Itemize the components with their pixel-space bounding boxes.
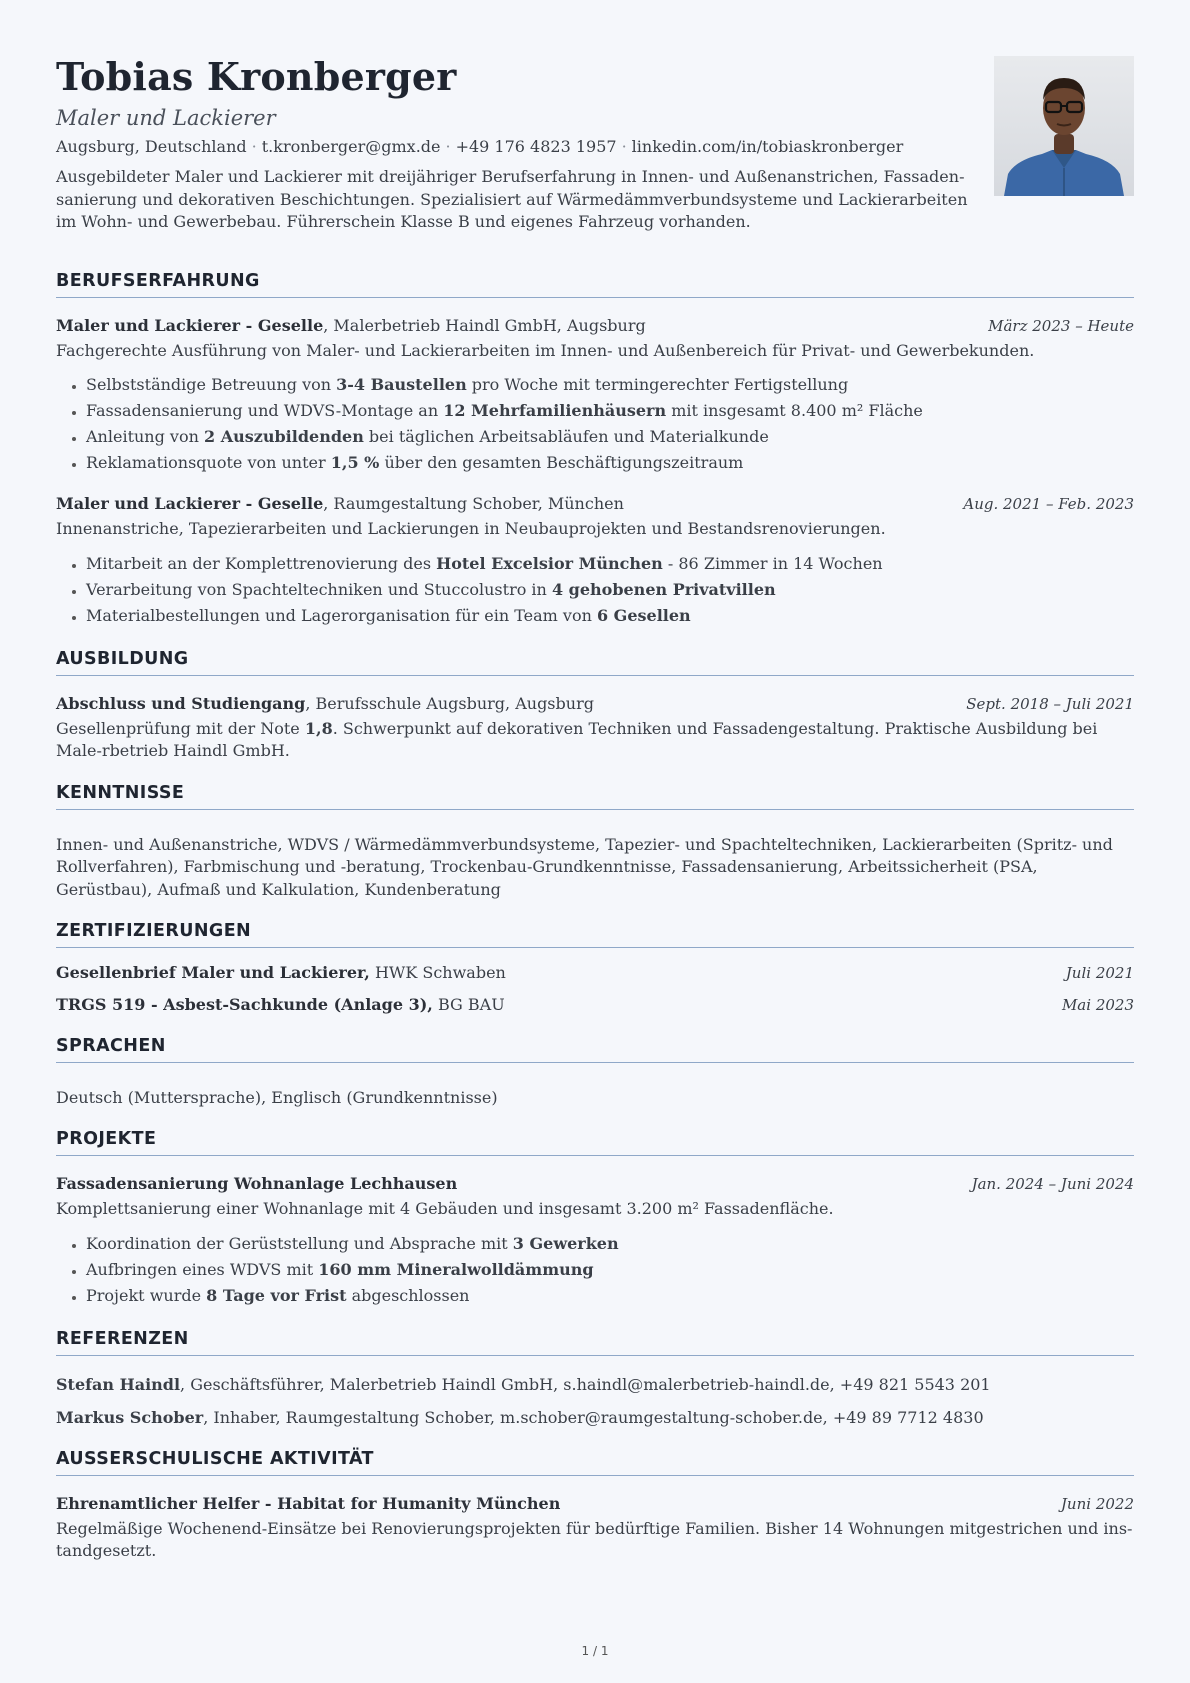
list-item: • Reklamationsquote von unter 1,5 % über den gesamten Beschäftigungszeitraum [86, 450, 1134, 476]
education-heading: Abschluss und Studiengang, Berufsschule Augsburg, Augsburg [56, 693, 594, 713]
project-description: Komplettsanierung einer Wohnanlage mit 4 Gebäuden und insgesamt 3.200 m² Fassadenfläche. [56, 1199, 834, 1218]
contact-line: Augsburg, Deutschland · t.kronberger@gmx.de · +49 176 4823 1957 · linkedin.com/in/tobiaskronberger [56, 137, 904, 156]
job-entry-1 [56, 315, 1134, 477]
candidate-name: Tobias Kronberger [56, 54, 457, 99]
education-entry [56, 693, 1134, 763]
profile-photo [994, 56, 1134, 196]
job-title: Maler und Lackierer [56, 106, 276, 130]
education-degree: Abschluss und Studiengang [56, 693, 306, 713]
job-company: Malerbetrieb Haindl GmbH, Augsburg [333, 315, 646, 335]
reference-details: , Inhaber, Raumgestaltung Schober, m.schober@raumgestaltung-schober.de, +49 89 7712 4830 [203, 1407, 984, 1427]
section-title-projects: PROJEKTE [56, 1129, 1134, 1156]
profile-summary: Ausgebildeter Maler und Lackierer mit dreijähriger Berufserfahrung in Innen- und Außenanstrichen, Fassaden-sanierung und dekorativen Beschichtungen. Spezialisiert auf Wärmedämmverbundsysteme und Lackierarbeiten im Wohn- und Gewerbebau. Führerschein Klasse B und eigenes Fahrzeug vorhanden. [56, 167, 968, 231]
job-date: Aug. 2021 – Feb. 2023 [963, 495, 1134, 513]
project-bullets [56, 1231, 1134, 1309]
list-item: • Selbstständige Betreuung von 3-4 Baustellen pro Woche mit termingerechter Fertigstellung [86, 372, 1134, 398]
section-projects [56, 1129, 1134, 1309]
section-title-activities: AUSSERSCHULISCHE AKTIVITÄT [56, 1449, 1134, 1476]
section-title-education: AUSBILDUNG [56, 649, 1134, 676]
section-experience [56, 271, 1134, 629]
project-entry [56, 1173, 1134, 1309]
certification-name: TRGS 519 - Asbest-Sachkunde (Anlage 3), [56, 995, 433, 1014]
list-item: • Mitarbeit an der Komplettrenovierung des Hotel Excelsior München - 86 Zimmer in 14 Wochen [86, 551, 1134, 577]
certification-item [56, 994, 1134, 1016]
list-item: • Anleitung von 2 Auszubildenden bei täglichen Arbeitsabläufen und Materialkunde [86, 424, 1134, 450]
contact-location: Augsburg, Deutschland [56, 137, 247, 156]
list-item: • Verarbeitung von Spachteltechniken und Stuccolustro in 4 gehobenen Privatvillen [86, 577, 1134, 603]
job-bullets [56, 551, 1134, 629]
job-role: Maler und Lackierer - Geselle [56, 315, 324, 335]
list-item: • Fassadensanierung und WDVS-Montage an 12 Mehrfamilienhäusern mit insgesamt 8.400 m² Fläche [86, 398, 1134, 424]
job-heading: Maler und Lackierer - Geselle, Malerbetrieb Haindl GmbH, Augsburg [56, 315, 646, 335]
section-title-languages: SPRACHEN [56, 1036, 1134, 1063]
job-role: Maler und Lackierer - Geselle [56, 494, 324, 513]
page-number: 1 / 1 [581, 1644, 609, 1658]
education-date: Sept. 2018 – Juli 2021 [966, 694, 1134, 713]
job-date: März 2023 – Heute [988, 316, 1134, 335]
section-title-skills: KENNTNISSE [56, 783, 1134, 810]
section-skills [56, 783, 1134, 902]
certification-issuer: BG BAU [437, 995, 505, 1014]
list-item: • Aufbringen eines WDVS mit 160 mm Mineralwolldämmung [86, 1257, 1134, 1283]
list-item: • Materialbestellungen und Lagerorganisation für ein Team von 6 Gesellen [86, 603, 1134, 629]
contact-email[interactable]: t.kronberger@gmx.de [261, 137, 441, 156]
resume-header [56, 0, 1134, 234]
section-education [56, 649, 1134, 763]
section-title-experience: BERUFSERFAHRUNG [56, 271, 1134, 298]
project-name: Fassadensanierung Wohnanlage Lechhausen [56, 1174, 458, 1193]
skills-text: Innen- und Außenanstriche, WDVS / Wärmedämmverbundsysteme, Tapezier- und Spachteltechniken, Lackierarbeiten (Spritz- und Rollverfahren), Farbmischung und -beratung, Trockenbau-Grundkenntnisse, Fassadensanierung, Arbeitssicherheit (PSA, Gerüstbau), Aufmaß und Kalkulation, Kundenberatung [56, 834, 1113, 899]
certification-name: Gesellenbrief Maler und Lackierer, [56, 963, 370, 982]
activity-role: Ehrenamtlicher Helfer - Habitat for Humanity München [56, 1493, 561, 1513]
project-date: Jan. 2024 – Juni 2024 [971, 1175, 1134, 1193]
section-references [56, 1329, 1134, 1429]
reference-details: , Geschäftsführer, Malerbetrieb Haindl GmbH, s.haindl@malerbetrieb-haindl.de, +49 821 5543 201 [180, 1374, 991, 1394]
languages-text: Deutsch (Muttersprache), Englisch (Grundkenntnisse) [56, 1088, 498, 1107]
certification-date: Juli 2021 [1065, 964, 1134, 982]
education-description: Gesellenprüfung mit der Note 1,8. Schwerpunkt auf dekorativen Techniken und Fassadengestaltung. Praktische Ausbildung bei Male-rbetrieb Haindl GmbH. [56, 718, 1098, 760]
list-item: • Koordination der Gerüststellung und Absprache mit 3 Gewerken [86, 1231, 1134, 1257]
certification-issuer: HWK Schwaben [374, 963, 506, 982]
reference-name: Stefan Haindl [56, 1374, 181, 1394]
activity-description: Regelmäßige Wochenend-Einsätze bei Renovierungsprojekten für bedürftige Familien. Bisher 14 Wohnungen mitgestrichen und ins-tandgesetzt. [56, 1518, 1133, 1560]
section-title-certifications: ZERTIFIZIERUNGEN [56, 921, 1134, 948]
contact-phone[interactable]: +49 176 4823 1957 [455, 137, 617, 156]
education-school: Berufsschule Augsburg, Augsburg [315, 693, 594, 713]
job-description: Innenanstriche, Tapezierarbeiten und Lackierungen in Neubauprojekten und Bestandsrenovierungen. [56, 519, 886, 538]
activity-entry [56, 1493, 1134, 1563]
section-activities [56, 1449, 1134, 1563]
section-languages [56, 1036, 1134, 1109]
activity-date: Juni 2022 [1060, 1494, 1134, 1513]
certification-date: Mai 2023 [1061, 996, 1134, 1014]
certification-item [56, 962, 1134, 984]
section-title-references: REFERENZEN [56, 1329, 1134, 1356]
list-item: • Projekt wurde 8 Tage vor Frist abgeschlossen [86, 1283, 1134, 1309]
job-bullets [56, 372, 1134, 476]
section-certifications [56, 921, 1134, 1016]
job-description: Fachgerechte Ausführung von Maler- und Lackierarbeiten im Innen- und Außenbereich für Privat- und Gewerbekunden. [56, 340, 1035, 360]
job-heading: Maler und Lackierer - Geselle, Raumgestaltung Schober, München [56, 494, 624, 513]
job-entry-2 [56, 493, 1134, 629]
reference-item [56, 1407, 1134, 1429]
job-company: Raumgestaltung Schober, München [333, 494, 624, 513]
reference-name: Markus Schober [56, 1407, 204, 1427]
reference-item [56, 1374, 1134, 1396]
contact-linkedin[interactable]: linkedin.com/in/tobiaskronberger [631, 137, 904, 156]
